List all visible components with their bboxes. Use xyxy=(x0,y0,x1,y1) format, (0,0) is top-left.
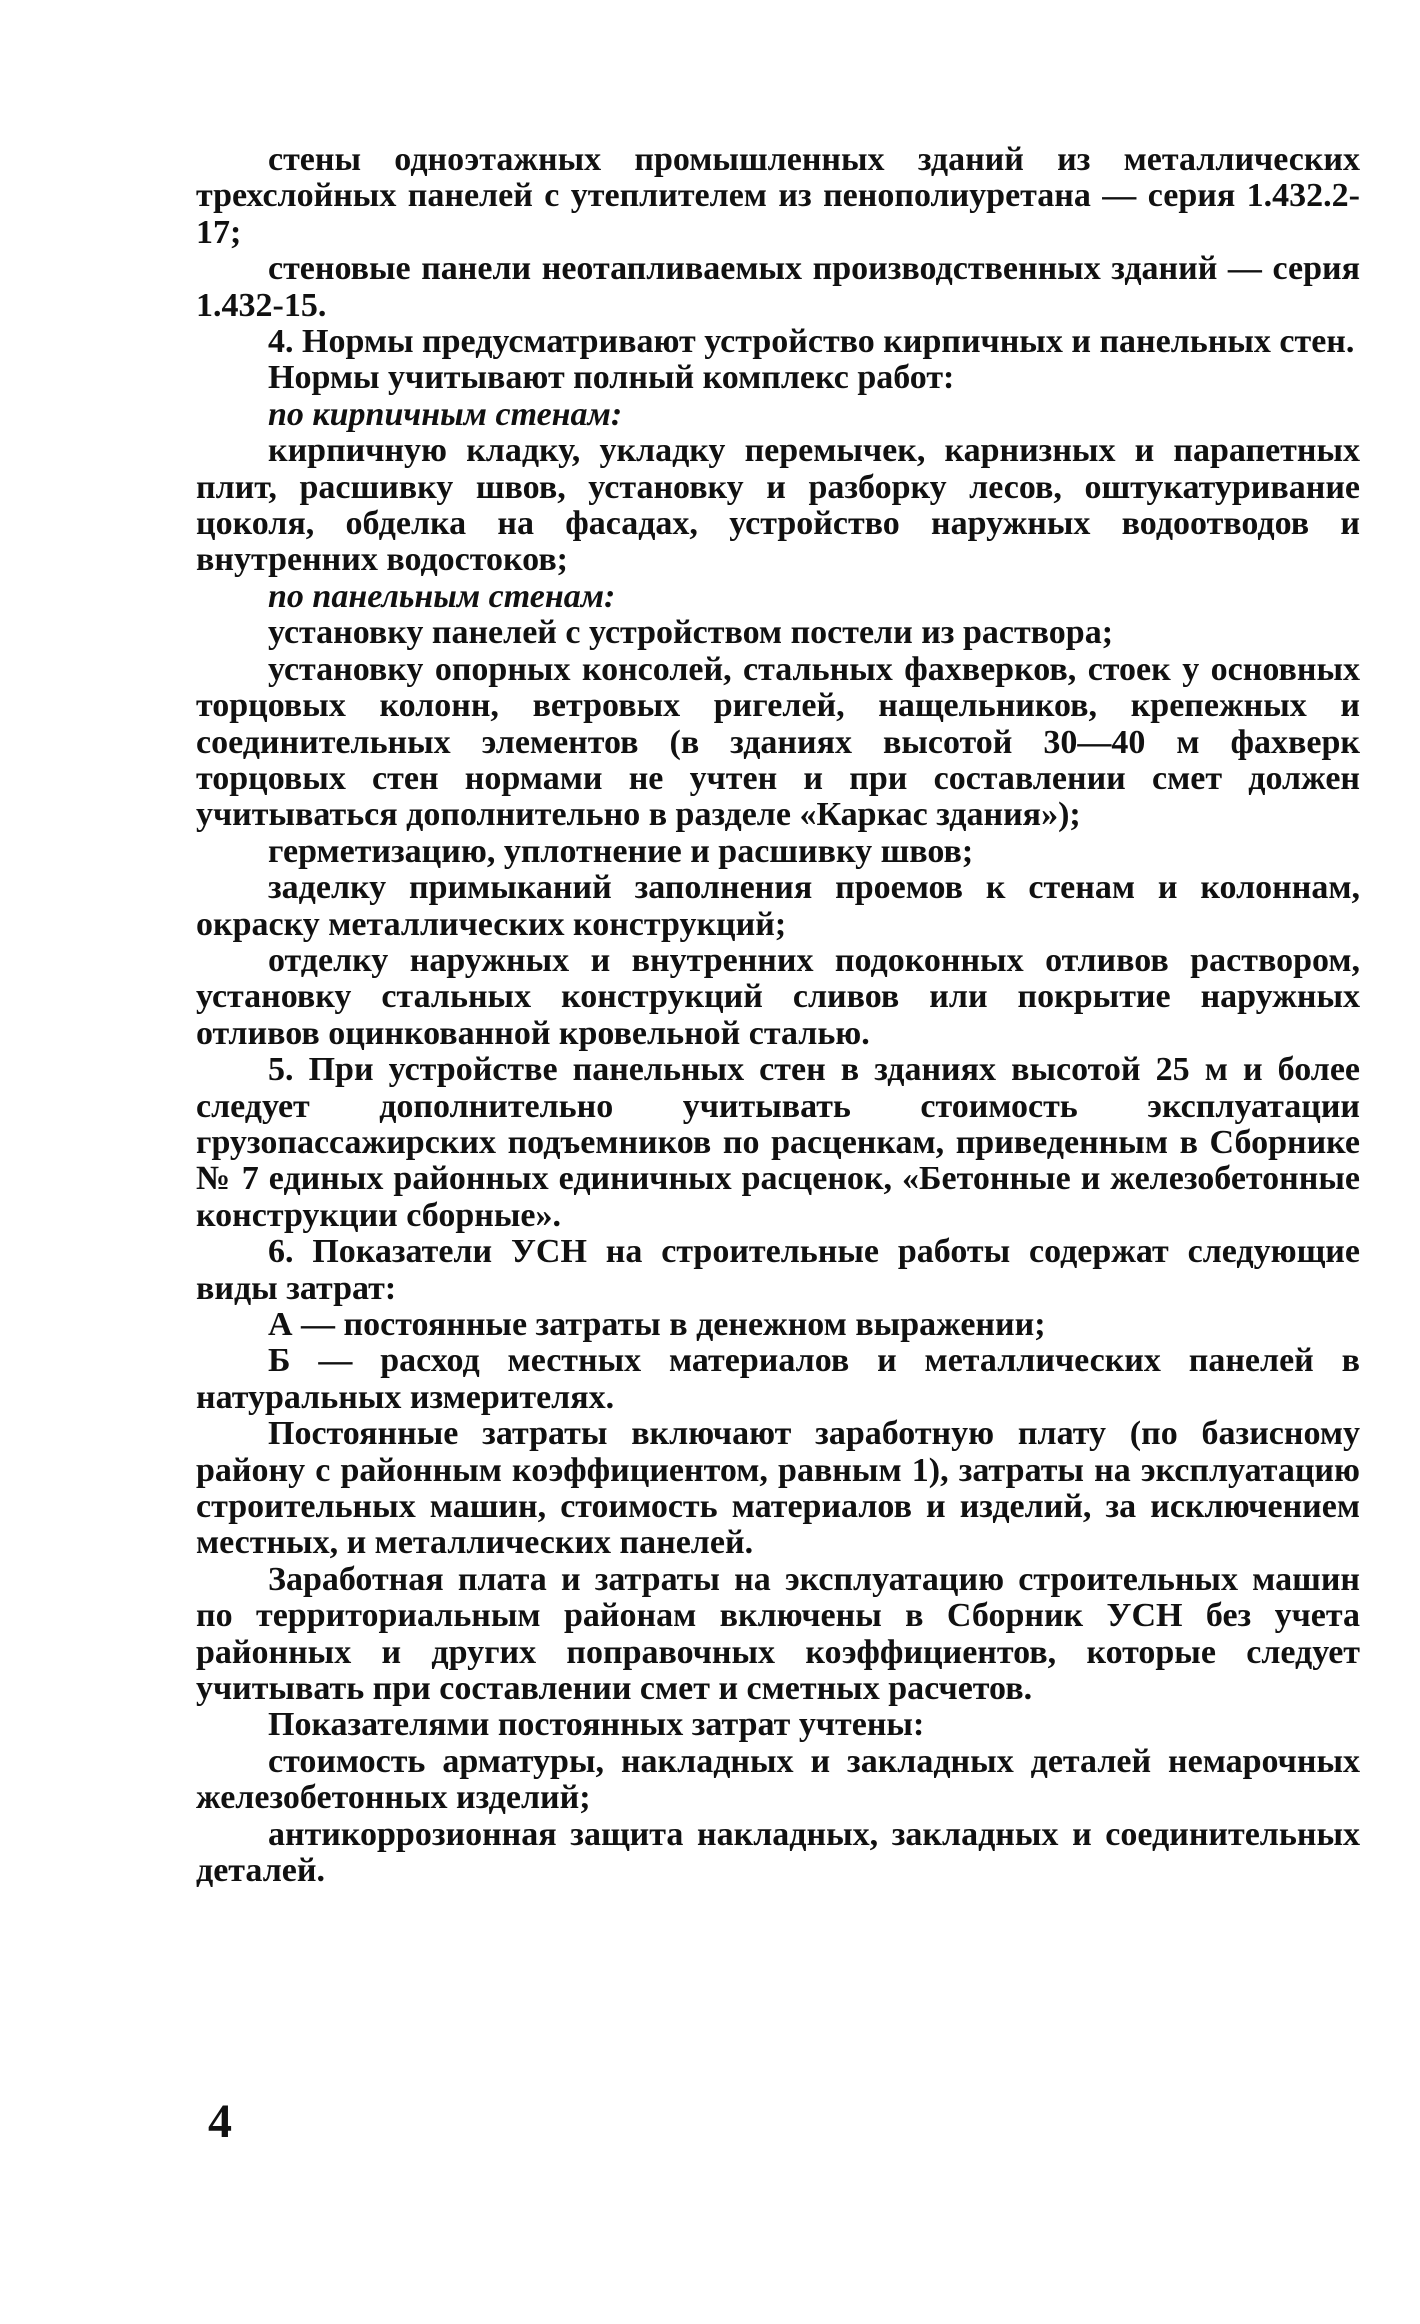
paragraph-fixed-costs: Постоянные затраты включают заработную плату (по базисному району с районным коэффициентом, равным 1), затраты на эксплуатацию строительных машин, стоимость материалов и изделий, за исключением местных, и металлических панелей. xyxy=(196,1415,1360,1562)
subheading-panel-walls: по панельным стенам: xyxy=(268,577,616,615)
paragraph-anticorrosion: антикоррозионная защита накладных, закладных и соединительных деталей. xyxy=(196,1815,1360,1890)
paragraph-sealing: герметизацию, уплотнение и расшивку швов; xyxy=(268,832,974,870)
paragraph-item-6: 6. Показатели УСН на строительные работы содержат следующие виды затрат: xyxy=(196,1233,1360,1307)
paragraph-window-sills: отделку наружных и внутренних подоконных отливов раствором, установку стальных конструкций сливов или покрытие наружных отливов оцинкованной кровельной сталью. xyxy=(196,941,1360,1052)
paragraph-item-4: 4. Нормы предусматривают устройство кирпичных и панельных стен. xyxy=(268,323,1355,361)
paragraph-openings: заделку примыканий заполнения проемов к стенам и колоннам, окраску металлических конструкций; xyxy=(196,869,1360,943)
page-number: 4 xyxy=(208,2095,232,2148)
paragraph-works-complex: Нормы учитывают полный комплекс работ: xyxy=(268,359,955,397)
paragraph-brick-works: кирпичную кладку, укладку перемычек, карнизных и парапетных плит, расшивку швов, установку и разборку лесов, оштукатуривание цоколя, обделка на фасадах, устройство наружных водоотводов и внутренних водостоков; xyxy=(196,432,1360,579)
paragraph-indicators: Показателями постоянных затрат учтены: xyxy=(268,1706,925,1744)
subheading-brick-walls: по кирпичным стенам: xyxy=(268,395,623,433)
paragraph-series-1-432-15: стеновые панели неотапливаемых производственных зданий — серия 1.432-15. xyxy=(196,250,1360,324)
paragraph-wages: Заработная плата и затраты на эксплуатацию строительных машин по территориальным районам включены в Сборник УСН без учета районных и других поправочных коэффициентов, которые следует учитывать при составлении смет и сметных расчетов. xyxy=(196,1560,1360,1708)
paragraph-series-1-432-2-17: стены одноэтажных промышленных зданий из металлических трехслойных панелей с утеплителем из пенополиуретана — серия 1.432.2-17; xyxy=(196,141,1360,251)
paragraph-consoles-installation: установку опорных консолей, стальных фахверков, стоек у основных торцовых колонн, ветровых ригелей, нащельников, крепежных и соединительных элементов (в зданиях высотой 30—40 м фахверк торцовых стен нормами не учтен и при составлении смет должен учитываться дополнительно в разделе «Каркас здания»); xyxy=(196,650,1360,834)
document-body xyxy=(196,142,1360,1890)
paragraph-reinforcement: стоимость арматуры, накладных и закладных деталей немарочных железобетонных изделий; xyxy=(196,1742,1360,1817)
paragraph-cost-a: А — постоянные затраты в денежном выражении; xyxy=(268,1306,1046,1343)
paragraph-cost-b: Б — расход местных материалов и металлических панелей в натуральных измерителях. xyxy=(196,1342,1360,1416)
paragraph-panel-installation: установку панелей с устройством постели из раствора; xyxy=(268,614,1114,652)
paragraph-item-5: 5. При устройстве панельных стен в зданиях высотой 25 м и более следует дополнительно учитывать стоимость эксплуатации грузопассажирских подъемников по расценкам, приведенным в Сборнике № 7 единых районных единичных расценок, «Бетонные и железобетонные конструкции сборные». xyxy=(196,1051,1360,1234)
